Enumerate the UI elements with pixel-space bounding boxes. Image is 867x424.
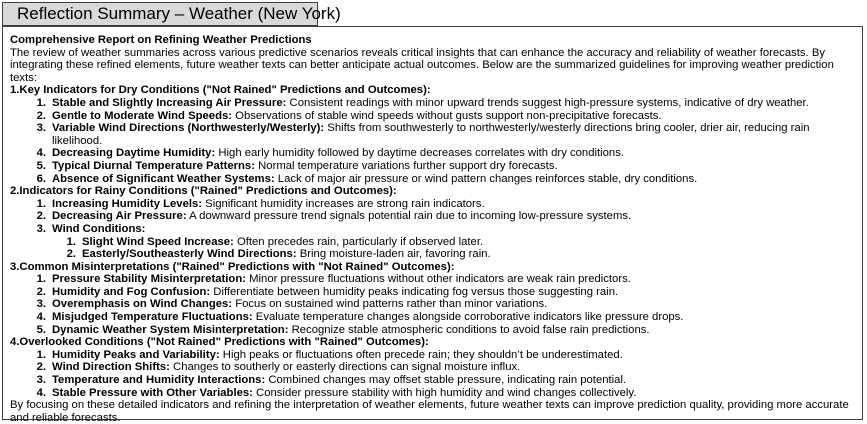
window-title: Reflection Summary – Weather (New York) xyxy=(2,2,318,26)
list-item: 1. Pressure Stability Misinterpretation: Minor pressure fluctuations without other indicators are weak rain predictors. xyxy=(36,273,631,286)
section-heading-rainy-conditions: 2.Indicators for Rainy Conditions ("Rained" Predictions and Outcomes): xyxy=(10,185,397,198)
list-item: 5. Dynamic Weather System Misinterpretation: Recognize stable atmospheric conditions to avoid false rain predictions. xyxy=(36,323,650,336)
list-item: 3. Overemphasis on Wind Changes: Focus on sustained wind patterns rather than minor variations. xyxy=(36,298,548,311)
dry-indicators-list xyxy=(10,97,855,185)
list-item: 1. Humidity Peaks and Variability: High peaks or fluctuations often precede rain; they shouldn’t be underestimated. xyxy=(36,348,623,361)
list-item: 3. Variable Wind Directions (Northwesterly/Westerly): Shifts from southwesterly to northwesterly/westerly directions bring cooler, drier air, reducing rain likelihood. xyxy=(36,122,810,147)
list-item: 4. Stable Pressure with Other Variables: Consider pressure stability with high humidity and wind changes collectively. xyxy=(36,386,637,399)
list-item: 1. Stable and Slightly Increasing Air Pressure: Consistent readings with minor upward trends suggest high-pressure systems, indicative of dry weather. xyxy=(36,96,809,109)
sub-list-item: 1. Slight Wind Speed Increase: Often precedes rain, particularly if observed later. xyxy=(66,235,484,248)
list-item: 2. Decreasing Air Pressure: A downward pressure trend signals potential rain due to incoming low-pressure systems. xyxy=(36,210,632,223)
list-item: 3. Temperature and Humidity Interactions: Combined changes may offset stable pressure, indicating rain potential. xyxy=(36,374,627,387)
section-heading-overlooked-conditions: 4.Overlooked Conditions ("Not Rained" Predictions with "Rained" Outcomes): xyxy=(10,336,429,349)
report-intro: The review of weather summaries across various predictive scenarios reveals critical insights that can enhance the accuracy and reliability of weather forecasts. By integrating these refined elements, future weather texts can better anticipate actual outcomes. Below are the summarized guidelines for improving weather prediction texts: xyxy=(10,46,834,84)
report-panel xyxy=(2,26,863,424)
misinterpretations-list xyxy=(10,273,855,336)
report-conclusion: By focusing on these detailed indicators and refining the interpretation of weather elements, future weather texts can improve prediction quality, providing more accurate and reliable forecasts. xyxy=(10,399,849,424)
list-item: 2. Gentle to Moderate Wind Speeds: Observations of stable wind speeds without gusts support non-precipitative forecasts. xyxy=(36,109,662,122)
report-heading: Comprehensive Report on Refining Weather Predictions xyxy=(10,34,312,46)
list-item: 2. Humidity and Fog Confusion: Differentiate between humidity peaks indicating fog versus those suggesting rain. xyxy=(36,285,619,298)
sub-list-item: 2. Easterly/Southeasterly Wind Directions: Bring moisture-laden air, favoring rain. xyxy=(66,248,491,261)
rainy-indicators-list xyxy=(10,198,855,261)
list-item: 6. Absence of Significant Weather Systems: Lack of major air pressure or wind pattern changes reinforces stable, dry conditions. xyxy=(36,172,698,185)
list-item: 3. Wind Conditions: 1. Slight Wind Speed Increase: Often precedes rain, particularly if observed later. 2. Easterly/Southeasterly Wind Directions: Bring moisture-laden air, favoring rain. xyxy=(10,223,855,261)
section-heading-misinterpretations: 3.Common Misinterpretations ("Rained" Predictions with "Not Rained" Outcomes): xyxy=(10,260,455,273)
list-item: 1. Increasing Humidity Levels: Significant humidity increases are strong rain indicators. xyxy=(36,197,485,210)
list-item: 4. Decreasing Daytime Humidity: High early humidity followed by daytime decreases correlates with dry conditions. xyxy=(36,147,624,160)
list-item: 5. Typical Diurnal Temperature Patterns: Normal temperature variations further support dry forecasts. xyxy=(36,159,558,172)
section-heading-dry-conditions: 1.Key Indicators for Dry Conditions ("Not Rained" Predictions and Outcomes): xyxy=(10,84,431,97)
overlooked-conditions-list xyxy=(10,349,855,399)
wind-conditions-sublist xyxy=(52,236,855,261)
list-item: 4. Misjudged Temperature Fluctuations: Evaluate temperature changes alongside corroborative indicators like pressure drops. xyxy=(36,311,684,324)
list-item: 2. Wind Direction Shifts: Changes to southerly or easterly directions can signal moisture influx. xyxy=(36,361,521,374)
